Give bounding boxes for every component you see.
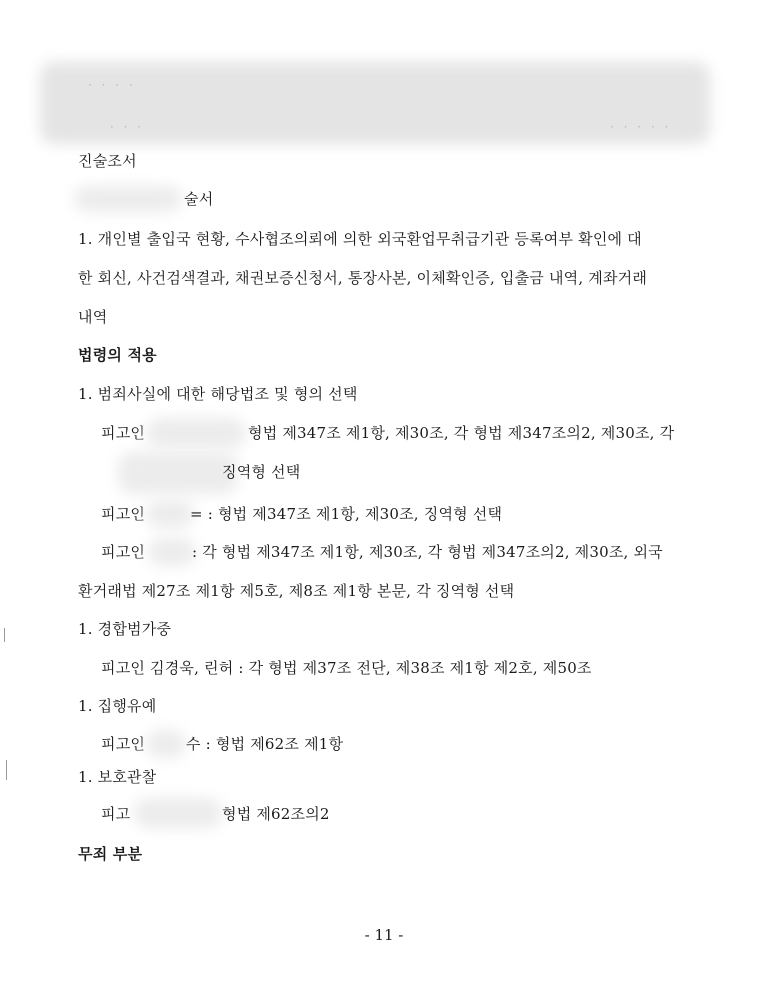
list-item: 1. 보호관찰	[78, 768, 157, 786]
scan-mark	[6, 760, 7, 780]
law-text: 환거래법 제27조 제1항 제5호, 제8조 제1항 본문, 각 징역형 선택	[78, 582, 515, 600]
defendant-label: 피고	[101, 805, 131, 823]
redaction-name	[146, 500, 194, 528]
section-title: 무죄 부분	[78, 845, 143, 863]
evidence-line: 한 회신, 사건검색결과, 채권보증신청서, 통장사본, 이체확인증, 입출금 내역, 계좌거래	[78, 269, 648, 287]
law-text: 형법 제347조 제1항, 제30조, 각 형법 제347조의2, 제30조, 각	[248, 424, 675, 442]
section-title: 법령의 적용	[78, 346, 157, 364]
defendant-label: 피고인	[101, 735, 146, 753]
page-number: - 11 -	[364, 926, 404, 944]
redaction-name	[148, 538, 196, 566]
redacted-mark: · · · ·	[88, 78, 136, 92]
redaction-name	[134, 798, 222, 828]
list-item: 1. 범죄사실에 대한 해당법조 및 형의 선택	[78, 385, 358, 403]
redaction-name	[74, 186, 182, 212]
defendant-label: 피고인	[101, 424, 146, 442]
law-text: = : 형법 제347조 제1항, 제30조, 징역형 선택	[190, 505, 503, 523]
heading-statement: 진술조서	[78, 152, 137, 170]
redaction-name	[146, 418, 246, 448]
defendant-label: 피고인	[101, 543, 146, 561]
law-text: 형법 제62조의2	[222, 805, 330, 823]
law-text: : 각 형법 제347조 제1항, 제30조, 각 형법 제347조의2, 제30조, 외국	[192, 543, 663, 561]
scan-mark	[4, 628, 5, 642]
law-text: 수 : 형법 제62조 제1항	[186, 735, 344, 753]
list-item: 1. 경합범가중	[78, 620, 172, 638]
redacted-mark: · · · · ·	[610, 120, 672, 134]
redacted-mark: · · ·	[110, 120, 145, 134]
redaction-name	[146, 730, 186, 758]
law-text: 피고인 김경욱, 린허 : 각 형법 제37조 전단, 제38조 제1항 제2호, 제50조	[101, 659, 592, 677]
defendant-label: 피고인	[101, 505, 146, 523]
law-text: 징역형 선택	[222, 463, 301, 481]
evidence-line: 1. 개인별 출입국 현황, 수사협조의뢰에 의한 외국환업무취급기관 등록여부 확인에 대	[78, 230, 642, 248]
list-item: 1. 집행유예	[78, 697, 157, 715]
redaction-name	[118, 452, 238, 494]
evidence-line: 내역	[78, 308, 108, 326]
statement-label: 술서	[184, 190, 214, 208]
